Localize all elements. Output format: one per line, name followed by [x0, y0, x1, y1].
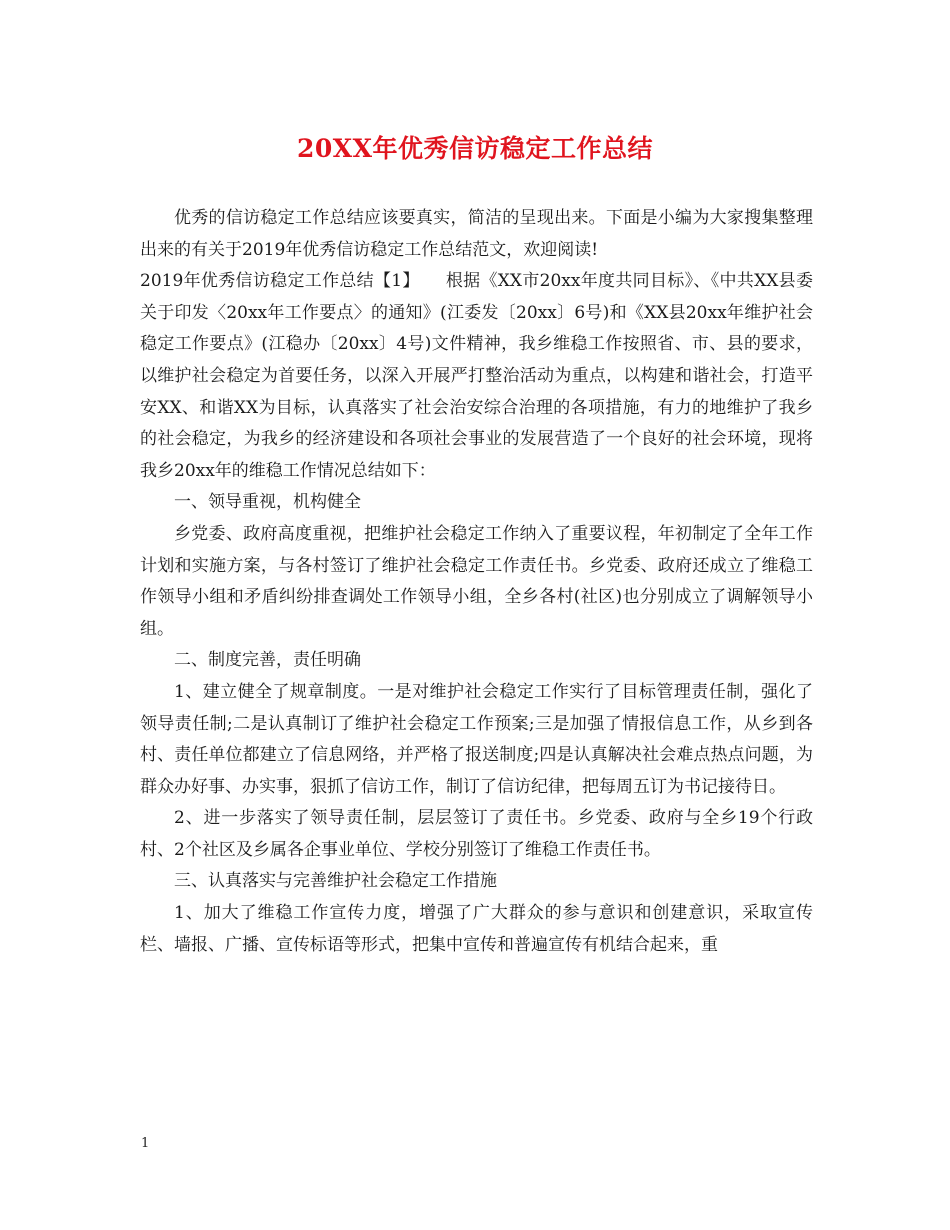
- section-heading-3: 三、认真落实与完善维护社会稳定工作措施: [174, 871, 497, 892]
- page-number: 1: [141, 1136, 150, 1151]
- paragraph-summary-1: 2019年优秀信访稳定工作总结【1】 根据《XX市20xx年度共同目标》、《中共XX县委关于印发〈20xx年工作要点〉的通知》(江委发〔20xx〕6号)和《XX县20xx年维护社会稳定工作要点》(江稳办〔20xx〕4号)文件精神，我乡维稳工作按照省、市、县的要求，以维护社会稳定为首要任务，以深入开展严打整治活动为重点，以构建和谐社会，打造平安XX、和谐XX为目标，认真落实了社会治安综合治理的各项措施，有力的地维护了我乡的社会稳定，为我乡的经济建设和各项社会事业的发展营造了一个良好的社会环境，现将我乡20xx年的维稳工作情况总结如下：: [140, 271, 813, 481]
- paragraph-leadership: 乡党委、政府高度重视，把维护社会稳定工作纳入了重要议程，年初制定了全年工作计划和实施方案，与各村签订了维护社会稳定工作责任书。乡党委、政府还成立了维稳工作领导小组和矛盾纠纷排查调处工作领导小组，全乡各村(社区)也分别成立了调解领导小组。: [140, 523, 813, 639]
- paragraph-publicity: 1、加大了维稳工作宣传力度，增强了广大群众的参与意识和创建意识，采取宣传栏、墙报、广播、宣传标语等形式，把集中宣传和普遍宣传有机结合起来，重: [140, 903, 813, 955]
- paragraph-rules: 1、建立健全了规章制度。一是对维护社会稳定工作实行了目标管理责任制，强化了领导责任制;二是认真制订了维护社会稳定工作预案;三是加强了情报信息工作，从乡到各村、责任单位都建立了信息网络，并严格了报送制度;四是认真解决社会难点热点问题，为群众办好事、办实事，狠抓了信访工作，制订了信访纪律，把每周五订为书记接待日。: [140, 681, 813, 797]
- paragraph-responsibility: 2、进一步落实了领导责任制，层层签订了责任书。乡党委、政府与全乡19个行政村、2个社区及乡属各企事业单位、学校分别签订了维稳工作责任书。: [140, 808, 813, 860]
- document-title: 20XX年优秀信访稳定工作总结: [296, 134, 654, 163]
- document-body: [140, 203, 813, 961]
- section-heading-1: 一、领导重视，机构健全: [174, 492, 361, 513]
- paragraph-intro: 优秀的信访稳定工作总结应该要真实，简洁的呈现出来。下面是小编为大家搜集整理出来的有关于2019年优秀信访稳定工作总结范文，欢迎阅读!: [140, 208, 813, 260]
- section-heading-2: 二、制度完善，责任明确: [174, 650, 361, 671]
